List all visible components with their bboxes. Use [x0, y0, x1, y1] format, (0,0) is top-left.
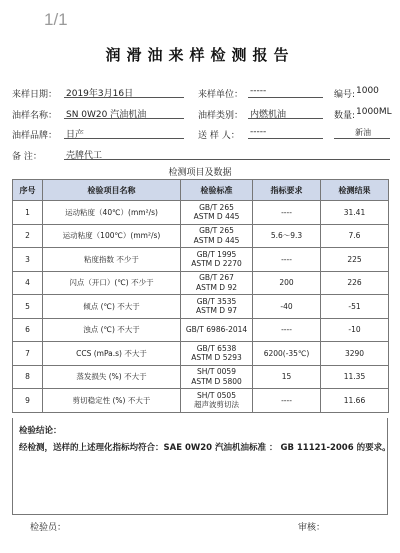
sample-date-label: 来样日期：: [12, 90, 58, 100]
quantity-label: 数量:: [334, 111, 356, 121]
reviewer-label: 审核：: [298, 523, 326, 533]
sample-unit-label: 来样单位：: [198, 90, 244, 100]
row-no: 7: [13, 342, 43, 366]
row-requirement: ----: [253, 248, 321, 272]
conclusion-text: 经检测，送样的上述理化指标均符合：SAE 0W20 汽油机油标准 ： GB 11121-2006 的要求。: [19, 443, 391, 453]
standard-line-1: GB/T 1995: [196, 249, 237, 259]
row-result: 3290: [321, 342, 389, 366]
row-standard: [181, 224, 253, 248]
remark-value: 壳牌代工: [64, 147, 390, 160]
report-title: 润滑油来样检测报告: [105, 46, 295, 64]
row-result: 31.41: [321, 201, 389, 225]
standard-line-2: ASTM D 92: [195, 282, 238, 292]
row-standard: [181, 248, 253, 272]
sample-date-value: 2019年3月16日: [64, 85, 184, 98]
standard-line-2: ASTM D 5293: [191, 353, 242, 363]
row-requirement: -40: [253, 295, 321, 319]
row-item: 运动粘度（40℃）(mm²/s): [43, 201, 181, 225]
condition-value: 新油: [334, 126, 390, 139]
row-requirement: 15: [253, 365, 321, 389]
number-value: 1000: [356, 86, 379, 96]
row-no: 8: [13, 365, 43, 389]
row-result: -51: [321, 295, 389, 319]
standard-line-2: ASTM D 2270: [191, 259, 242, 269]
row-requirement: 200: [253, 271, 321, 295]
sender-label: 送 样 人：: [198, 131, 240, 141]
standard-line-1: GB/T 265: [199, 226, 234, 236]
remark-label: 备 注：: [12, 152, 42, 162]
row-standard: [181, 342, 253, 366]
brand-label: 油样品牌：: [12, 131, 58, 141]
sample-unit-value: -----: [248, 85, 323, 98]
row-standard: [181, 201, 253, 225]
row-requirement: ----: [253, 318, 321, 342]
table-row: [13, 224, 389, 248]
row-item: 蒸发损失 (%) 不大于: [43, 365, 181, 389]
row-result: 11.35: [321, 365, 389, 389]
oil-name-value: SN 0W20 汽油机油: [64, 106, 184, 119]
standard-line-2: ASTM D 5800: [191, 376, 242, 386]
row-item: 倾点 (℃) 不大于: [43, 295, 181, 319]
row-result: -10: [321, 318, 389, 342]
standard-line-1: GB/T 265: [199, 202, 234, 212]
row-requirement: ----: [253, 201, 321, 225]
row-no: 3: [13, 248, 43, 272]
row-requirement: 6200(-35℃): [253, 342, 321, 366]
table-row: [13, 389, 389, 413]
standard-line-1: GB/T 3535: [196, 296, 237, 306]
page-counter: 1/1: [44, 10, 68, 29]
table-row: [13, 201, 389, 225]
header-no: 序号: [13, 180, 43, 201]
conclusion-label: 检验结论：: [19, 426, 62, 436]
row-item: 闪点（开口）(℃) 不少于: [43, 271, 181, 295]
row-requirement: 5.6～9.3: [253, 224, 321, 248]
row-standard: [181, 271, 253, 295]
row-no: 4: [13, 271, 43, 295]
row-item: 剪切稳定性 (%) 不大于: [43, 389, 181, 413]
row-item: CCS (mPa.s) 不大于: [43, 342, 181, 366]
standard-line-2: ASTM D 445: [193, 235, 240, 245]
quantity-value: 1000ML: [356, 107, 392, 117]
oil-name-label: 油样名称：: [12, 111, 58, 121]
inspector-label: 检验员：: [30, 523, 67, 533]
standard-line-1: GB/T 6986-2014: [185, 325, 248, 335]
row-item: 浊点 (℃) 不大于: [43, 318, 181, 342]
row-requirement: ----: [253, 389, 321, 413]
oil-type-label: 油样类别：: [198, 111, 244, 121]
standard-line-1: SH/T 0505: [197, 390, 236, 400]
header-standard: 检验标准: [181, 180, 253, 201]
sender-value: -----: [248, 126, 323, 139]
row-no: 2: [13, 224, 43, 248]
header-result: 检测结果: [321, 180, 389, 201]
row-result: 226: [321, 271, 389, 295]
table-row: [13, 365, 389, 389]
row-item: 运动粘度（100℃）(mm²/s): [43, 224, 181, 248]
table-row: [13, 318, 389, 342]
standard-line-1: GB/T 267: [199, 273, 234, 283]
brand-value: 日产: [64, 126, 184, 139]
results-table: [12, 179, 389, 413]
standard-line-1: GB/T 6538: [196, 343, 237, 353]
row-result: 11.66: [321, 389, 389, 413]
row-result: 7.6: [321, 224, 389, 248]
row-no: 6: [13, 318, 43, 342]
row-standard: [181, 389, 253, 413]
row-item: 粘度指数 不少于: [43, 248, 181, 272]
standard-line-2: 超声波剪切法: [194, 400, 239, 410]
header-requirement: 指标要求: [253, 180, 321, 201]
header-item: 检验项目名称: [43, 180, 181, 201]
conclusion-box: [12, 418, 391, 515]
standard-line-2: ASTM D 445: [193, 212, 240, 222]
table-header-row: [13, 180, 389, 201]
table-row: [13, 248, 389, 272]
table-row: [13, 271, 389, 295]
table-row: [13, 295, 389, 319]
number-label: 编号:: [334, 90, 356, 100]
row-standard: [181, 365, 253, 389]
oil-type-value: 内燃机油: [248, 106, 323, 119]
row-no: 9: [13, 389, 43, 413]
row-no: 5: [13, 295, 43, 319]
section-title: 检测项目及数据: [168, 168, 232, 178]
table-row: [13, 342, 389, 366]
standard-line-2: ASTM D 97: [195, 306, 238, 316]
row-no: 1: [13, 201, 43, 225]
row-result: 225: [321, 248, 389, 272]
row-standard: [181, 295, 253, 319]
standard-line-1: SH/T 0059: [197, 367, 236, 377]
row-standard: [181, 318, 253, 342]
